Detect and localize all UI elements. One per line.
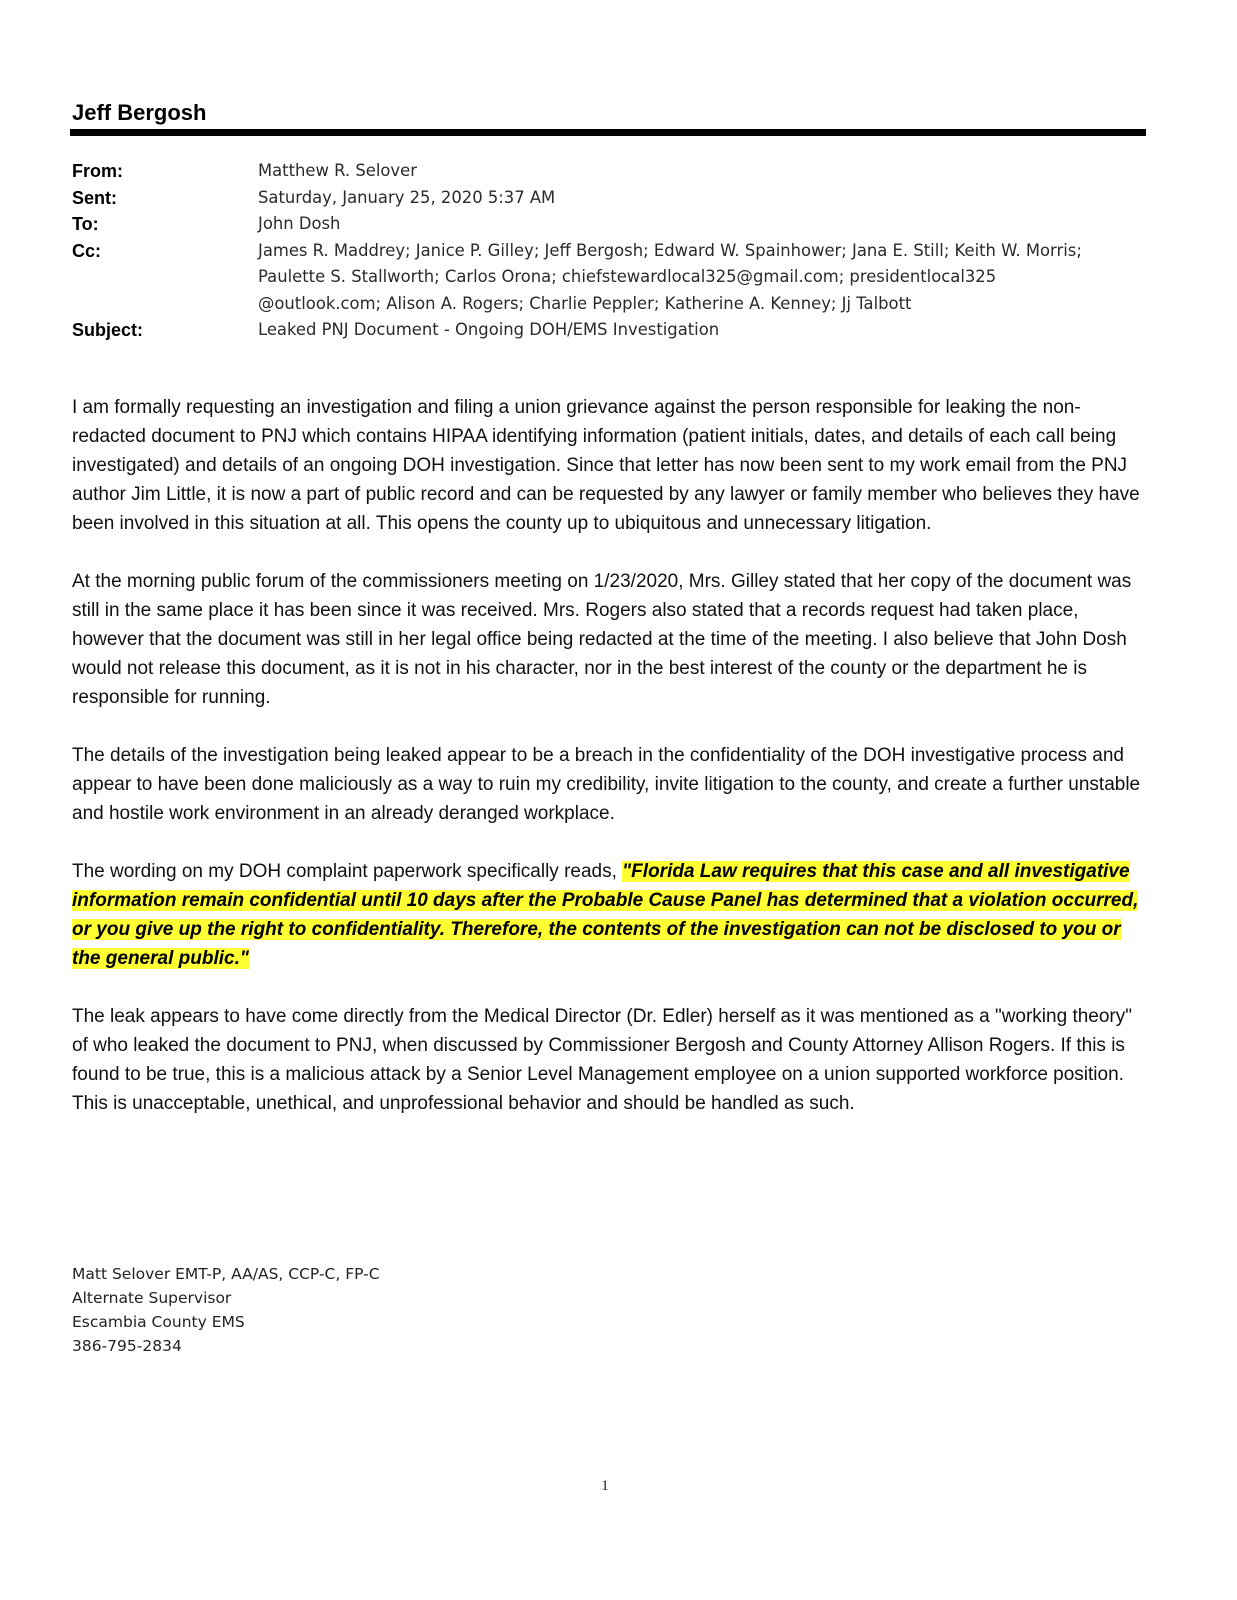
body-paragraph-2: At the morning public forum of the commissioners meeting on 1/23/2020, Mrs. Gilley stated that her copy of the document was still in the same place it has been since it was received. Mrs. Rogers also stated that a records request had taken place, however that the document was still in her legal office being redacted at the time of the meeting. I also believe that John Dosh would not release this document, as it is not in his character, nor in the best interest of the county or the department he is responsible for running. bbox=[72, 571, 1132, 708]
to-label: To: bbox=[72, 214, 99, 234]
cc-line-3: @outlook.com; Alison A. Rogers; Charlie Peppler; Katherine A. Kenney; Jj Talbott bbox=[258, 293, 912, 313]
signature-org: Escambia County EMS bbox=[72, 1313, 245, 1331]
highlighted-quote: "Florida Law requires that this case and all investigative information remain confidential until 10 days after the Probable Cause Panel has determined that a violation occurred, or you give up the right to confidentiality. Therefore, the contents of the investigation can not be disclosed to you or the general public." bbox=[72, 861, 1139, 969]
mailbox-owner-name: Jeff Bergosh bbox=[72, 100, 207, 125]
subject-row bbox=[72, 317, 1152, 344]
cc-line-2: Paulette S. Stallworth; Carlos Orona; chiefstewardlocal325@gmail.com; presidentlocal325 bbox=[258, 267, 997, 286]
body-paragraph-1: I am formally requesting an investigation and filing a union grievance against the person responsible for leaking the non-redacted document to PNJ which contains HIPAA identifying information (patient initials, dates, and details of each call being investigated) and details of an ongoing DOH investigation. Since that letter has now been sent to my work email from the PNJ author Jim Little, it is now a part of public record and can be requested by any lawyer or family member who believes they have been involved in this situation at all. This opens the county up to ubiquitous and unnecessary litigation. bbox=[72, 397, 1140, 534]
email-body bbox=[72, 393, 1147, 1147]
to-value: John Dosh bbox=[258, 214, 341, 233]
from-row bbox=[72, 158, 1152, 185]
email-header bbox=[72, 158, 1152, 344]
signature-name: Matt Selover EMT-P, AA/AS, CCP-C, FP-C bbox=[72, 1265, 380, 1283]
from-value: Matthew R. Selover bbox=[258, 161, 417, 180]
page-number: 1 bbox=[601, 1478, 609, 1494]
cc-label: Cc: bbox=[72, 240, 102, 261]
body-paragraph-5: The leak appears to have come directly from the Medical Director (Dr. Edler) herself as it was mentioned as a "working theory" of who leaked the document to PNJ, when discussed by Commissioner Bergosh and County Attorney Allison Rogers. If this is found to be true, this is a malicious attack by a Senior Level Management employee on a union supported workforce position. This is unacceptable, unethical, and unprofessional behavior and should be handled as such. bbox=[72, 1006, 1132, 1114]
sent-label: Sent: bbox=[72, 187, 117, 208]
header-rule bbox=[70, 129, 1146, 136]
body-paragraph-4 bbox=[72, 857, 1147, 973]
body-paragraph-3: The details of the investigation being leaked appear to be a breach in the confidentiality of the DOH investigative process and appear to have been done maliciously as a way to ruin my credibility, invite litigation to the county, and create a further unstable and hostile work environment in an already deranged workplace. bbox=[72, 745, 1141, 824]
signature-phone: 386-795-2834 bbox=[72, 1337, 182, 1355]
subject-value: Leaked PNJ Document - Ongoing DOH/EMS Investigation bbox=[258, 320, 720, 339]
subject-label: Subject: bbox=[72, 320, 144, 340]
cc-value bbox=[258, 238, 1152, 318]
sent-value: Saturday, January 25, 2020 5:37 AM bbox=[258, 187, 556, 207]
signature-title: Alternate Supervisor bbox=[72, 1289, 232, 1307]
signature-block bbox=[72, 1262, 380, 1358]
from-label: From: bbox=[72, 161, 123, 181]
cc-row bbox=[72, 238, 1152, 318]
cc-line-1: James R. Maddrey; Janice P. Gilley; Jeff Bergosh; Edward W. Spainhower; Jana E. Still; Keith W. Morris; bbox=[258, 240, 1082, 260]
quote-intro: The wording on my DOH complaint paperwork specifically reads, bbox=[72, 861, 617, 882]
to-row bbox=[72, 211, 1152, 238]
sent-row bbox=[72, 185, 1152, 212]
